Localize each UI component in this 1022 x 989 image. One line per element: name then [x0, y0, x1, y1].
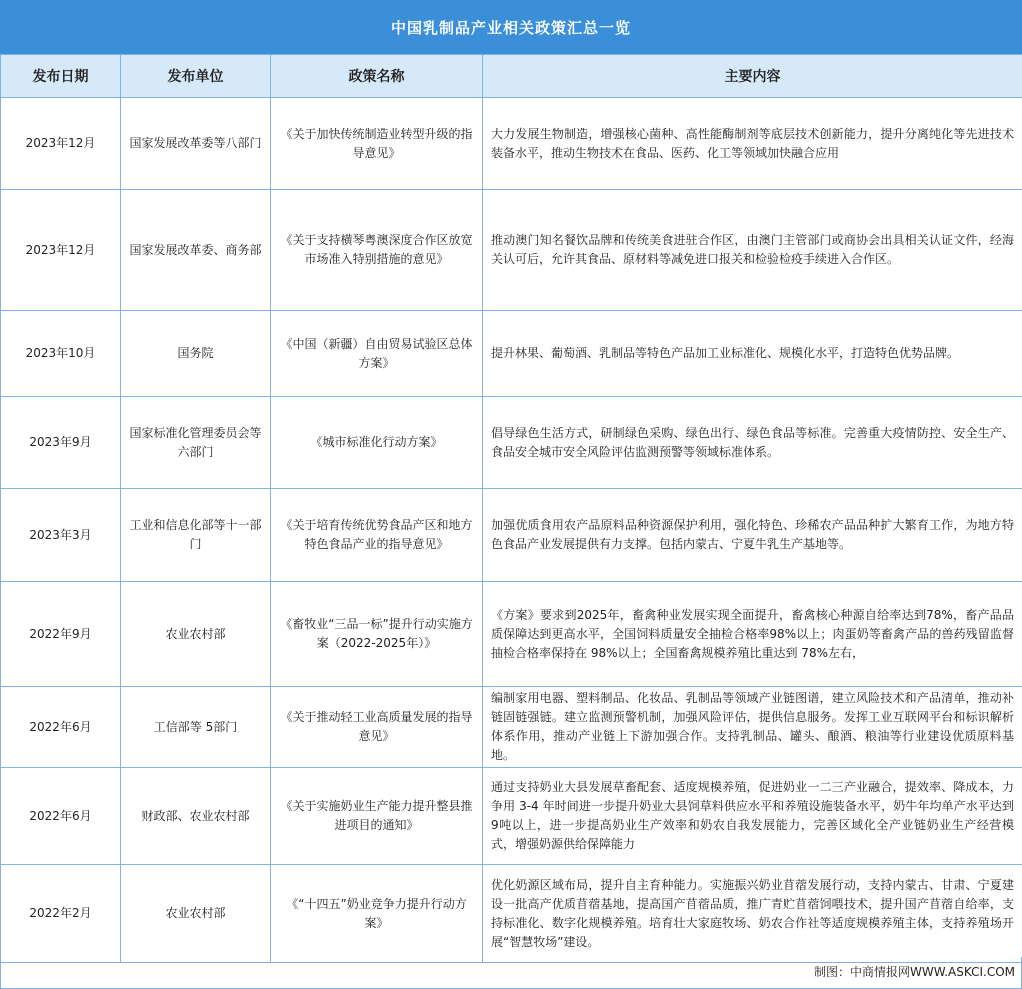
cell-policy: 《关于支持横琴粤澳深度合作区放宽市场准入特别措施的意见》 [271, 190, 483, 311]
cell-date: 2023年10月 [1, 311, 121, 397]
cell-date: 2022年6月 [1, 768, 121, 865]
cell-unit: 工信部等 5部门 [121, 687, 271, 768]
table-row [1, 768, 1022, 865]
header-unit: 发布单位 [121, 55, 271, 98]
cell-date: 2023年9月 [1, 397, 121, 489]
cell-content: 通过支持奶业大县发展草畜配套、适度规模养殖，促进奶业一二三产业融合，提效率、降成本，力争用 3-4 年时间进一步提升奶业大县饲草料供应水平和养殖设施装备水平，奶牛年均单产水平达到 9吨以上，进一步提高奶业生产效率和奶农自我发展能力，完善区域化全产业链奶业生产经营模式，增强奶源供给保障能力 [483, 768, 1022, 865]
cell-unit: 财政部、农业农村部 [121, 768, 271, 865]
table-row [1, 311, 1022, 397]
cell-unit: 国家标准化管理委员会等六部门 [121, 397, 271, 489]
table-row [1, 489, 1022, 582]
cell-content: 大力发展生物制造，增强核心菌种、高性能酶制剂等底层技术创新能力，提升分离纯化等先进技术装备水平，推动生物技术在食品、医药、化工等领域加快融合应用 [483, 98, 1022, 190]
cell-content: 推动澳门知名餐饮品牌和传统美食进驻合作区，由澳门主管部门或商协会出具相关认证文件，经海关认可后，允许其食品、原材料等减免进口报关和检验检疫手续进入合作区。 [483, 190, 1022, 311]
table-row [1, 397, 1022, 489]
cell-content: 编制家用电器、塑料制品、化妆品、乳制品等领域产业链图谱，建立风险技术和产品清单，推动补链固链强链。建立监测预警机制，加强风险评估，提供信息服务。发挥工业互联网平台和标识解析体系作用，推动产业链上下游加强合作。支持乳制品、罐头、酿酒、粮油等行业建设优质原料基地。 [483, 687, 1022, 768]
cell-unit: 国务院 [121, 311, 271, 397]
table-title: 中国乳制品产业相关政策汇总一览 [0, 0, 1022, 54]
cell-content: 《方案》要求到2025年，畜禽种业发展实现全面提升，畜禽核心种源自给率达到78%，畜产品品质保障达到更高水平，全国饲料质量安全抽检合格率98%以上；肉蛋奶等畜禽产品的兽药残留监督抽检合格率保持在 98%以上；全国畜禽规模养殖比重达到 78%左右， [483, 582, 1022, 687]
cell-date: 2023年12月 [1, 98, 121, 190]
header-content: 主要内容 [483, 55, 1022, 98]
cell-date: 2023年12月 [1, 190, 121, 311]
cell-content: 提升林果、葡萄酒、乳制品等特色产品加工业标准化、规模化水平，打造特色优势品牌。 [483, 311, 1022, 397]
cell-date: 2023年3月 [1, 489, 121, 582]
cell-policy: 《关于推动轻工业高质量发展的指导意见》 [271, 687, 483, 768]
cell-content: 倡导绿色生活方式，研制绿色采购、绿色出行、绿色食品等标准。完善重大疫情防控、安全生产、食品安全城市安全风险评估监测预警等领域标准体系。 [483, 397, 1022, 489]
source-note: 制图：中商情报网WWW.ASKCI.COM [0, 957, 1022, 989]
cell-date: 2022年9月 [1, 582, 121, 687]
table-row [1, 98, 1022, 190]
cell-unit: 国家发展改革委、商务部 [121, 190, 271, 311]
cell-policy: 《“十四五”奶业竞争力提升行动方案》 [271, 865, 483, 963]
cell-policy: 《畜牧业“三品一标”提升行动实施方案（2022-2025年）》 [271, 582, 483, 687]
cell-unit: 农业农村部 [121, 582, 271, 687]
cell-content: 加强优质食用农产品原料品种资源保护利用，强化特色、珍稀农产品品种扩大繁育工作，为地方特色食品产业发展提供有力支撑。包括内蒙古、宁夏牛乳生产基地等。 [483, 489, 1022, 582]
cell-content: 优化奶源区域布局，提升自主育种能力。实施振兴奶业苜蓿发展行动，支持内蒙古、甘肃、宁夏建设一批高产优质苜蓿基地，提高国产苜蓿品质，推广青贮苜蓿饲喂技术，提升国产苜蓿自给率，支持标准化、数字化规模养殖。培育壮大家庭牧场、奶农合作社等适度规模养殖主体，支持养殖场开展“智慧牧场”建设。 [483, 865, 1022, 963]
cell-policy: 《城市标准化行动方案》 [271, 397, 483, 489]
cell-unit: 农业农村部 [121, 865, 271, 963]
cell-date: 2022年2月 [1, 865, 121, 963]
table-row [1, 687, 1022, 768]
cell-policy: 《关于加快传统制造业转型升级的指导意见》 [271, 98, 483, 190]
cell-date: 2022年6月 [1, 687, 121, 768]
cell-policy: 《关于实施奶业生产能力提升整县推进项目的通知》 [271, 768, 483, 865]
cell-policy: 《关于培育传统优势食品产区和地方特色食品产业的指导意见》 [271, 489, 483, 582]
policy-table [0, 54, 1022, 963]
cell-policy: 《中国（新疆）自由贸易试验区总体方案》 [271, 311, 483, 397]
table-header-row [1, 55, 1022, 98]
table-row [1, 582, 1022, 687]
header-policy: 政策名称 [271, 55, 483, 98]
table-row [1, 190, 1022, 311]
table-row [1, 865, 1022, 963]
cell-unit: 工业和信息化部等十一部门 [121, 489, 271, 582]
cell-unit: 国家发展改革委等八部门 [121, 98, 271, 190]
header-date: 发布日期 [1, 55, 121, 98]
